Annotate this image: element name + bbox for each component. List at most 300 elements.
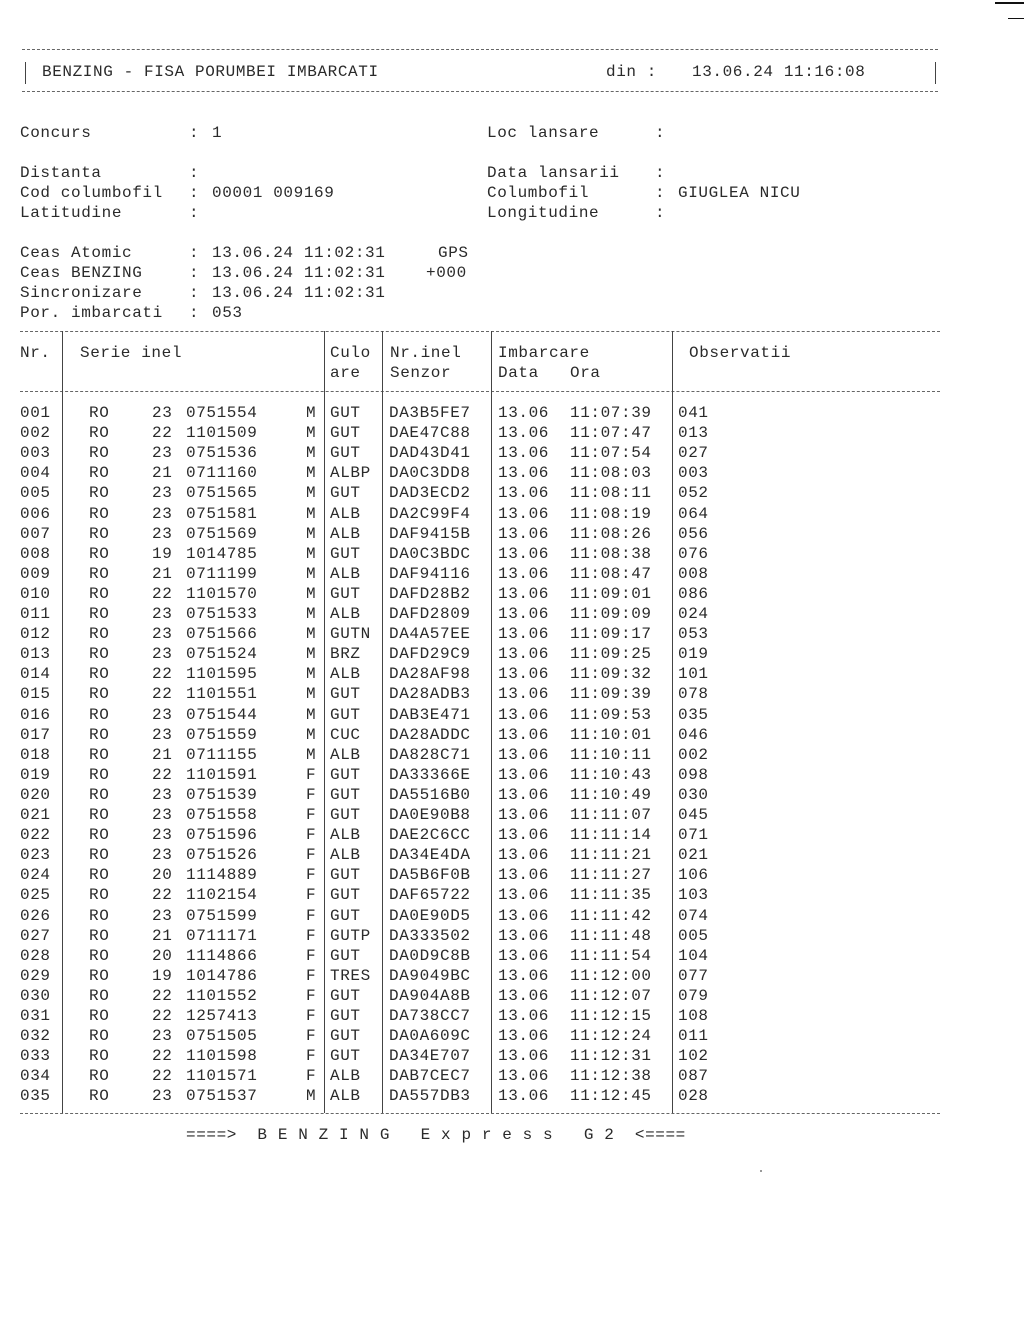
cell-an: 22 <box>152 584 173 603</box>
cell-tara: RO <box>89 806 110 824</box>
cell-inel: 0751539 <box>186 785 258 804</box>
cell-senzor: DA4A57EE <box>389 625 471 644</box>
header-box-top-border <box>22 49 938 50</box>
cell-senzor: DAFD28B2 <box>389 584 471 603</box>
cell-ora: 11:08:03 <box>570 464 652 483</box>
table-row <box>0 1066 940 1086</box>
concurs-label: Concurs <box>20 124 92 142</box>
cell-ora: 11:10:49 <box>570 785 652 804</box>
cell-senzor: DAE2C6CC <box>389 826 471 845</box>
cell-an: 21 <box>152 926 173 945</box>
columbofil-colon: : <box>655 184 666 202</box>
table-row <box>0 705 940 725</box>
cell-data: 13.06 <box>498 1027 550 1046</box>
header-culoare-line2: are <box>330 364 361 382</box>
cell-nr: 022 <box>20 826 51 845</box>
cell-inel: 1101591 <box>186 765 258 784</box>
cell-senzor: DA828C71 <box>389 745 471 764</box>
cell-culoare: GUT <box>330 424 361 443</box>
cell-senzor: DA28ADDC <box>389 725 471 744</box>
cell-ora: 11:12:31 <box>570 1047 652 1066</box>
cell-tara: RO <box>89 826 110 845</box>
cell-sex: F <box>306 806 317 824</box>
cell-senzor: DAB3E471 <box>389 705 471 724</box>
header-culoare-line1: Culo <box>330 344 371 362</box>
cell-tara: RO <box>89 1007 110 1025</box>
cell-data: 13.06 <box>498 544 550 563</box>
cell-culoare: BRZ <box>330 645 361 664</box>
distanta-label: Distanta <box>20 164 102 182</box>
table-row <box>0 504 940 524</box>
cell-nr: 012 <box>20 625 51 644</box>
cell-data: 13.06 <box>498 826 550 845</box>
cell-ora: 11:12:07 <box>570 986 652 1005</box>
cell-observatii: 078 <box>678 685 709 704</box>
cell-senzor: DA5516B0 <box>389 785 471 804</box>
table-row <box>0 725 940 745</box>
cell-sex: F <box>306 826 317 845</box>
cell-tara: RO <box>89 685 110 704</box>
cell-an: 23 <box>152 1087 173 1106</box>
cell-nr: 010 <box>20 584 51 603</box>
cell-tara: RO <box>89 866 110 885</box>
cell-data: 13.06 <box>498 705 550 724</box>
cell-culoare: GUTP <box>330 926 371 945</box>
cell-tara: RO <box>89 1027 110 1046</box>
cell-sex: M <box>306 584 317 603</box>
cell-tara: RO <box>89 444 110 463</box>
cell-senzor: DA0A609C <box>389 1027 471 1046</box>
cell-sex: M <box>306 665 317 684</box>
cell-inel: 0751565 <box>186 484 258 503</box>
cell-inel: 1014786 <box>186 966 258 985</box>
cell-an: 20 <box>152 866 173 885</box>
cell-ora: 11:09:25 <box>570 645 652 664</box>
cell-inel: 1101509 <box>186 424 258 443</box>
cell-culoare: GUT <box>330 444 361 463</box>
cell-observatii: 008 <box>678 564 709 583</box>
cell-ora: 11:08:19 <box>570 504 652 523</box>
cell-observatii: 028 <box>678 1087 709 1106</box>
cell-culoare: GUT <box>330 946 361 965</box>
cell-culoare: CUC <box>330 725 361 744</box>
cell-sex: M <box>306 1087 317 1106</box>
cell-inel: 1257413 <box>186 1007 258 1025</box>
cell-inel: 0751569 <box>186 524 258 543</box>
cell-tara: RO <box>89 846 110 865</box>
cell-an: 23 <box>152 404 173 422</box>
latitudine-colon: : <box>189 204 200 222</box>
cell-nr: 028 <box>20 946 51 965</box>
cell-an: 22 <box>152 1067 173 1086</box>
cell-observatii: 104 <box>678 946 709 965</box>
cell-data: 13.06 <box>498 424 550 443</box>
cell-tara: RO <box>89 906 110 925</box>
cell-nr: 020 <box>20 785 51 804</box>
cell-nr: 003 <box>20 444 51 463</box>
cell-nr: 014 <box>20 665 51 684</box>
cell-inel: 0751505 <box>186 1027 258 1046</box>
cell-tara: RO <box>89 946 110 965</box>
cell-sex: F <box>306 1047 317 1066</box>
cell-nr: 015 <box>20 685 51 704</box>
columbofil-label: Columbofil <box>487 184 590 202</box>
cell-tara: RO <box>89 645 110 664</box>
cell-data: 13.06 <box>498 785 550 804</box>
cell-tara: RO <box>89 926 110 945</box>
cell-observatii: 021 <box>678 846 709 865</box>
cell-senzor: DA34E4DA <box>389 846 471 865</box>
por-imbarcati-label: Por. imbarcati <box>20 304 163 322</box>
cell-an: 22 <box>152 886 173 905</box>
cell-culoare: GUT <box>330 1007 361 1025</box>
cell-inel: 0751558 <box>186 806 258 824</box>
cell-culoare: ALB <box>330 524 361 543</box>
cell-observatii: 102 <box>678 1047 709 1066</box>
cell-nr: 030 <box>20 986 51 1005</box>
cell-tara: RO <box>89 1047 110 1066</box>
cell-data: 13.06 <box>498 484 550 503</box>
cell-observatii: 076 <box>678 544 709 563</box>
cell-inel: 1101595 <box>186 665 258 684</box>
por-imbarcati-colon: : <box>189 304 200 322</box>
cell-ora: 11:12:24 <box>570 1027 652 1046</box>
cell-ora: 11:12:45 <box>570 1087 652 1106</box>
cell-nr: 025 <box>20 886 51 905</box>
cell-culoare: TRES <box>330 966 371 985</box>
cell-nr: 006 <box>20 504 51 523</box>
cell-culoare: GUT <box>330 484 361 503</box>
cell-an: 23 <box>152 504 173 523</box>
cell-observatii: 101 <box>678 665 709 684</box>
cell-data: 13.06 <box>498 866 550 885</box>
cell-tara: RO <box>89 504 110 523</box>
cell-culoare: ALB <box>330 745 361 764</box>
cell-data: 13.06 <box>498 404 550 422</box>
cell-ora: 11:12:38 <box>570 1067 652 1086</box>
table-row <box>0 644 940 664</box>
cell-tara: RO <box>89 564 110 583</box>
cell-culoare: GUT <box>330 886 361 905</box>
cell-sex: M <box>306 625 317 644</box>
cell-observatii: 045 <box>678 806 709 824</box>
cell-nr: 018 <box>20 745 51 764</box>
cell-nr: 007 <box>20 524 51 543</box>
cell-culoare: ALB <box>330 665 361 684</box>
cell-nr: 011 <box>20 605 51 623</box>
table-row <box>0 845 940 865</box>
cell-ora: 11:09:17 <box>570 625 652 644</box>
cell-ora: 11:10:43 <box>570 765 652 784</box>
cell-nr: 031 <box>20 1007 51 1025</box>
header-nr-inel-line2: Senzor <box>390 364 452 382</box>
cell-senzor: DA33366E <box>389 765 471 784</box>
ceas-atomic-source: GPS <box>438 244 469 262</box>
cell-senzor: DAF94116 <box>389 564 471 583</box>
cell-data: 13.06 <box>498 806 550 824</box>
cell-culoare: ALB <box>330 564 361 583</box>
table-bottom-rule <box>20 1113 940 1114</box>
cell-inel: 1101552 <box>186 986 258 1005</box>
cell-culoare: GUT <box>330 806 361 824</box>
cell-sex: F <box>306 926 317 945</box>
cell-tara: RO <box>89 605 110 623</box>
cell-data: 13.06 <box>498 504 550 523</box>
cell-observatii: 087 <box>678 1067 709 1086</box>
cell-an: 19 <box>152 966 173 985</box>
cell-sex: F <box>306 846 317 865</box>
cell-observatii: 064 <box>678 504 709 523</box>
cell-inel: 0751524 <box>186 645 258 664</box>
header-box-right-border <box>935 62 936 84</box>
cell-observatii: 052 <box>678 484 709 503</box>
loc-lansare-label: Loc lansare <box>487 124 600 142</box>
cell-tara: RO <box>89 1087 110 1106</box>
cell-observatii: 002 <box>678 745 709 764</box>
ceas-benzing-label: Ceas BENZING <box>20 264 143 282</box>
cell-sex: F <box>306 866 317 885</box>
cell-ora: 11:07:54 <box>570 444 652 463</box>
cell-observatii: 079 <box>678 986 709 1005</box>
cell-data: 13.06 <box>498 564 550 583</box>
table-row <box>0 986 940 1006</box>
cell-senzor: DAFD29C9 <box>389 645 471 664</box>
table-row <box>0 1006 940 1026</box>
cell-nr: 013 <box>20 645 51 664</box>
cell-observatii: 098 <box>678 765 709 784</box>
cell-observatii: 030 <box>678 785 709 804</box>
cell-ora: 11:07:39 <box>570 404 652 422</box>
header-box-bottom-border <box>22 91 938 92</box>
cell-culoare: ALB <box>330 605 361 623</box>
cell-senzor: DAE47C88 <box>389 424 471 443</box>
cell-inel: 0751536 <box>186 444 258 463</box>
cell-data: 13.06 <box>498 584 550 603</box>
cell-nr: 032 <box>20 1027 51 1046</box>
cell-inel: 0711155 <box>186 745 258 764</box>
cell-tara: RO <box>89 886 110 905</box>
cell-senzor: DA904A8B <box>389 986 471 1005</box>
table-row <box>0 524 940 544</box>
ceas-benzing-offset: +000 <box>426 264 467 282</box>
table-row <box>0 765 940 785</box>
table-row <box>0 624 940 644</box>
cell-ora: 11:12:15 <box>570 1007 652 1025</box>
cell-ora: 11:11:48 <box>570 926 652 945</box>
cell-culoare: GUT <box>330 685 361 704</box>
cell-culoare: GUT <box>330 1047 361 1066</box>
cell-senzor: DA0E90B8 <box>389 806 471 824</box>
cell-an: 22 <box>152 685 173 704</box>
cell-data: 13.06 <box>498 1007 550 1025</box>
table-row <box>0 483 940 503</box>
cell-an: 23 <box>152 524 173 543</box>
cell-inel: 0751533 <box>186 605 258 623</box>
cell-nr: 033 <box>20 1047 51 1066</box>
cell-tara: RO <box>89 404 110 422</box>
sincronizare-label: Sincronizare <box>20 284 143 302</box>
cell-sex: M <box>306 544 317 563</box>
scan-speck <box>995 2 1024 4</box>
cell-ora: 11:11:14 <box>570 826 652 845</box>
cell-an: 22 <box>152 765 173 784</box>
cell-an: 22 <box>152 1007 173 1025</box>
cell-ora: 11:11:42 <box>570 906 652 925</box>
cell-senzor: DA0D9C8B <box>389 946 471 965</box>
cell-ora: 11:07:47 <box>570 424 652 443</box>
cell-observatii: 011 <box>678 1027 709 1046</box>
cell-observatii: 056 <box>678 524 709 543</box>
cod-columbofil-colon: : <box>189 184 200 202</box>
cell-observatii: 071 <box>678 826 709 845</box>
header-nr: Nr. <box>20 344 51 362</box>
table-row <box>0 745 940 765</box>
cell-observatii: 013 <box>678 424 709 443</box>
cell-inel: 1101551 <box>186 685 258 704</box>
por-imbarcati-value: 053 <box>212 304 243 322</box>
cell-sex: M <box>306 564 317 583</box>
cell-nr: 002 <box>20 424 51 443</box>
cell-senzor: DA34E707 <box>389 1047 471 1066</box>
cell-sex: F <box>306 906 317 925</box>
cell-data: 13.06 <box>498 926 550 945</box>
cell-nr: 026 <box>20 906 51 925</box>
cell-tara: RO <box>89 1067 110 1086</box>
cell-sex: F <box>306 986 317 1005</box>
footer-banner: ====> B E N Z I N G E x p r e s s G 2 <==== <box>186 1126 686 1144</box>
cell-an: 23 <box>152 625 173 644</box>
document-title: BENZING - FISA PORUMBEI IMBARCATI <box>42 63 379 81</box>
cell-data: 13.06 <box>498 745 550 764</box>
cell-inel: 0751526 <box>186 846 258 865</box>
cell-observatii: 106 <box>678 866 709 885</box>
cell-an: 23 <box>152 484 173 503</box>
cell-an: 22 <box>152 424 173 443</box>
cell-inel: 0751596 <box>186 826 258 845</box>
cell-data: 13.06 <box>498 444 550 463</box>
cell-nr: 023 <box>20 846 51 865</box>
cell-tara: RO <box>89 584 110 603</box>
sincronizare-value: 13.06.24 11:02:31 <box>212 284 386 302</box>
cell-senzor: DA0E90D5 <box>389 906 471 925</box>
cell-senzor: DA333502 <box>389 926 471 945</box>
table-row <box>0 604 940 624</box>
cell-inel: 0711171 <box>186 926 258 945</box>
table-row <box>0 805 940 825</box>
cell-nr: 024 <box>20 866 51 885</box>
table-row <box>0 946 940 966</box>
cell-culoare: GUT <box>330 785 361 804</box>
cell-tara: RO <box>89 966 110 985</box>
cell-tara: RO <box>89 544 110 563</box>
header-box-left-border <box>25 62 26 84</box>
cell-an: 23 <box>152 605 173 623</box>
table-row <box>0 684 940 704</box>
cell-data: 13.06 <box>498 1087 550 1106</box>
cell-observatii: 074 <box>678 906 709 925</box>
cell-inel: 1014785 <box>186 544 258 563</box>
cell-senzor: DA2C99F4 <box>389 504 471 523</box>
cell-culoare: ALB <box>330 504 361 523</box>
cell-sex: M <box>306 424 317 443</box>
cell-nr: 005 <box>20 484 51 503</box>
cell-inel: 0711160 <box>186 464 258 483</box>
table-row <box>0 1086 940 1106</box>
cell-ora: 11:11:27 <box>570 866 652 885</box>
cod-columbofil-value: 00001 009169 <box>212 184 335 202</box>
cell-sex: F <box>306 946 317 965</box>
cell-sex: M <box>306 685 317 704</box>
cell-nr: 017 <box>20 725 51 744</box>
cell-data: 13.06 <box>498 605 550 623</box>
cell-senzor: DA738CC7 <box>389 1007 471 1025</box>
cell-culoare: GUT <box>330 404 361 422</box>
cell-senzor: DAFD2809 <box>389 605 471 623</box>
cell-tara: RO <box>89 464 110 483</box>
table-row <box>0 785 940 805</box>
cell-senzor: DAD43D41 <box>389 444 471 463</box>
header-imbarcare: Imbarcare <box>498 344 590 362</box>
cell-sex: M <box>306 464 317 483</box>
cell-an: 23 <box>152 645 173 664</box>
table-row <box>0 443 940 463</box>
cell-culoare: GUTN <box>330 625 371 644</box>
cell-data: 13.06 <box>498 625 550 644</box>
header-nr-inel-line1: Nr.inel <box>390 344 462 362</box>
cell-tara: RO <box>89 424 110 443</box>
cell-data: 13.06 <box>498 765 550 784</box>
cell-sex: F <box>306 1067 317 1086</box>
cell-an: 23 <box>152 1027 173 1046</box>
cell-data: 13.06 <box>498 645 550 664</box>
cell-tara: RO <box>89 785 110 804</box>
cell-an: 22 <box>152 986 173 1005</box>
cell-tara: RO <box>89 705 110 724</box>
cell-sex: M <box>306 444 317 463</box>
concurs-colon: : <box>189 124 200 142</box>
cell-sex: F <box>306 785 317 804</box>
cell-an: 23 <box>152 725 173 744</box>
cell-observatii: 035 <box>678 705 709 724</box>
cell-senzor: DA28AF98 <box>389 665 471 684</box>
table-row <box>0 865 940 885</box>
cell-observatii: 086 <box>678 584 709 603</box>
table-row <box>0 664 940 684</box>
cell-ora: 11:09:01 <box>570 584 652 603</box>
cell-an: 23 <box>152 906 173 925</box>
table-header-rule <box>20 391 940 392</box>
cell-culoare: GUT <box>330 584 361 603</box>
cell-nr: 035 <box>20 1087 51 1106</box>
cell-senzor: DA9049BC <box>389 966 471 985</box>
cell-inel: 0751554 <box>186 404 258 422</box>
cell-ora: 11:11:54 <box>570 946 652 965</box>
cell-ora: 11:11:07 <box>570 806 652 824</box>
cell-culoare: GUT <box>330 765 361 784</box>
header-serie-inel: Serie inel <box>80 344 183 362</box>
cell-culoare: ALB <box>330 846 361 865</box>
print-date-label: din : <box>606 63 658 81</box>
cell-tara: RO <box>89 625 110 644</box>
print-date-value: 13.06.24 11:16:08 <box>692 63 866 81</box>
cell-ora: 11:11:35 <box>570 886 652 905</box>
table-row <box>0 544 940 564</box>
cell-observatii: 108 <box>678 1007 709 1025</box>
ceas-atomic-value: 13.06.24 11:02:31 <box>212 244 386 262</box>
cell-data: 13.06 <box>498 1067 550 1086</box>
header-observatii: Observatii <box>689 344 792 362</box>
loc-lansare-colon: : <box>655 124 666 142</box>
